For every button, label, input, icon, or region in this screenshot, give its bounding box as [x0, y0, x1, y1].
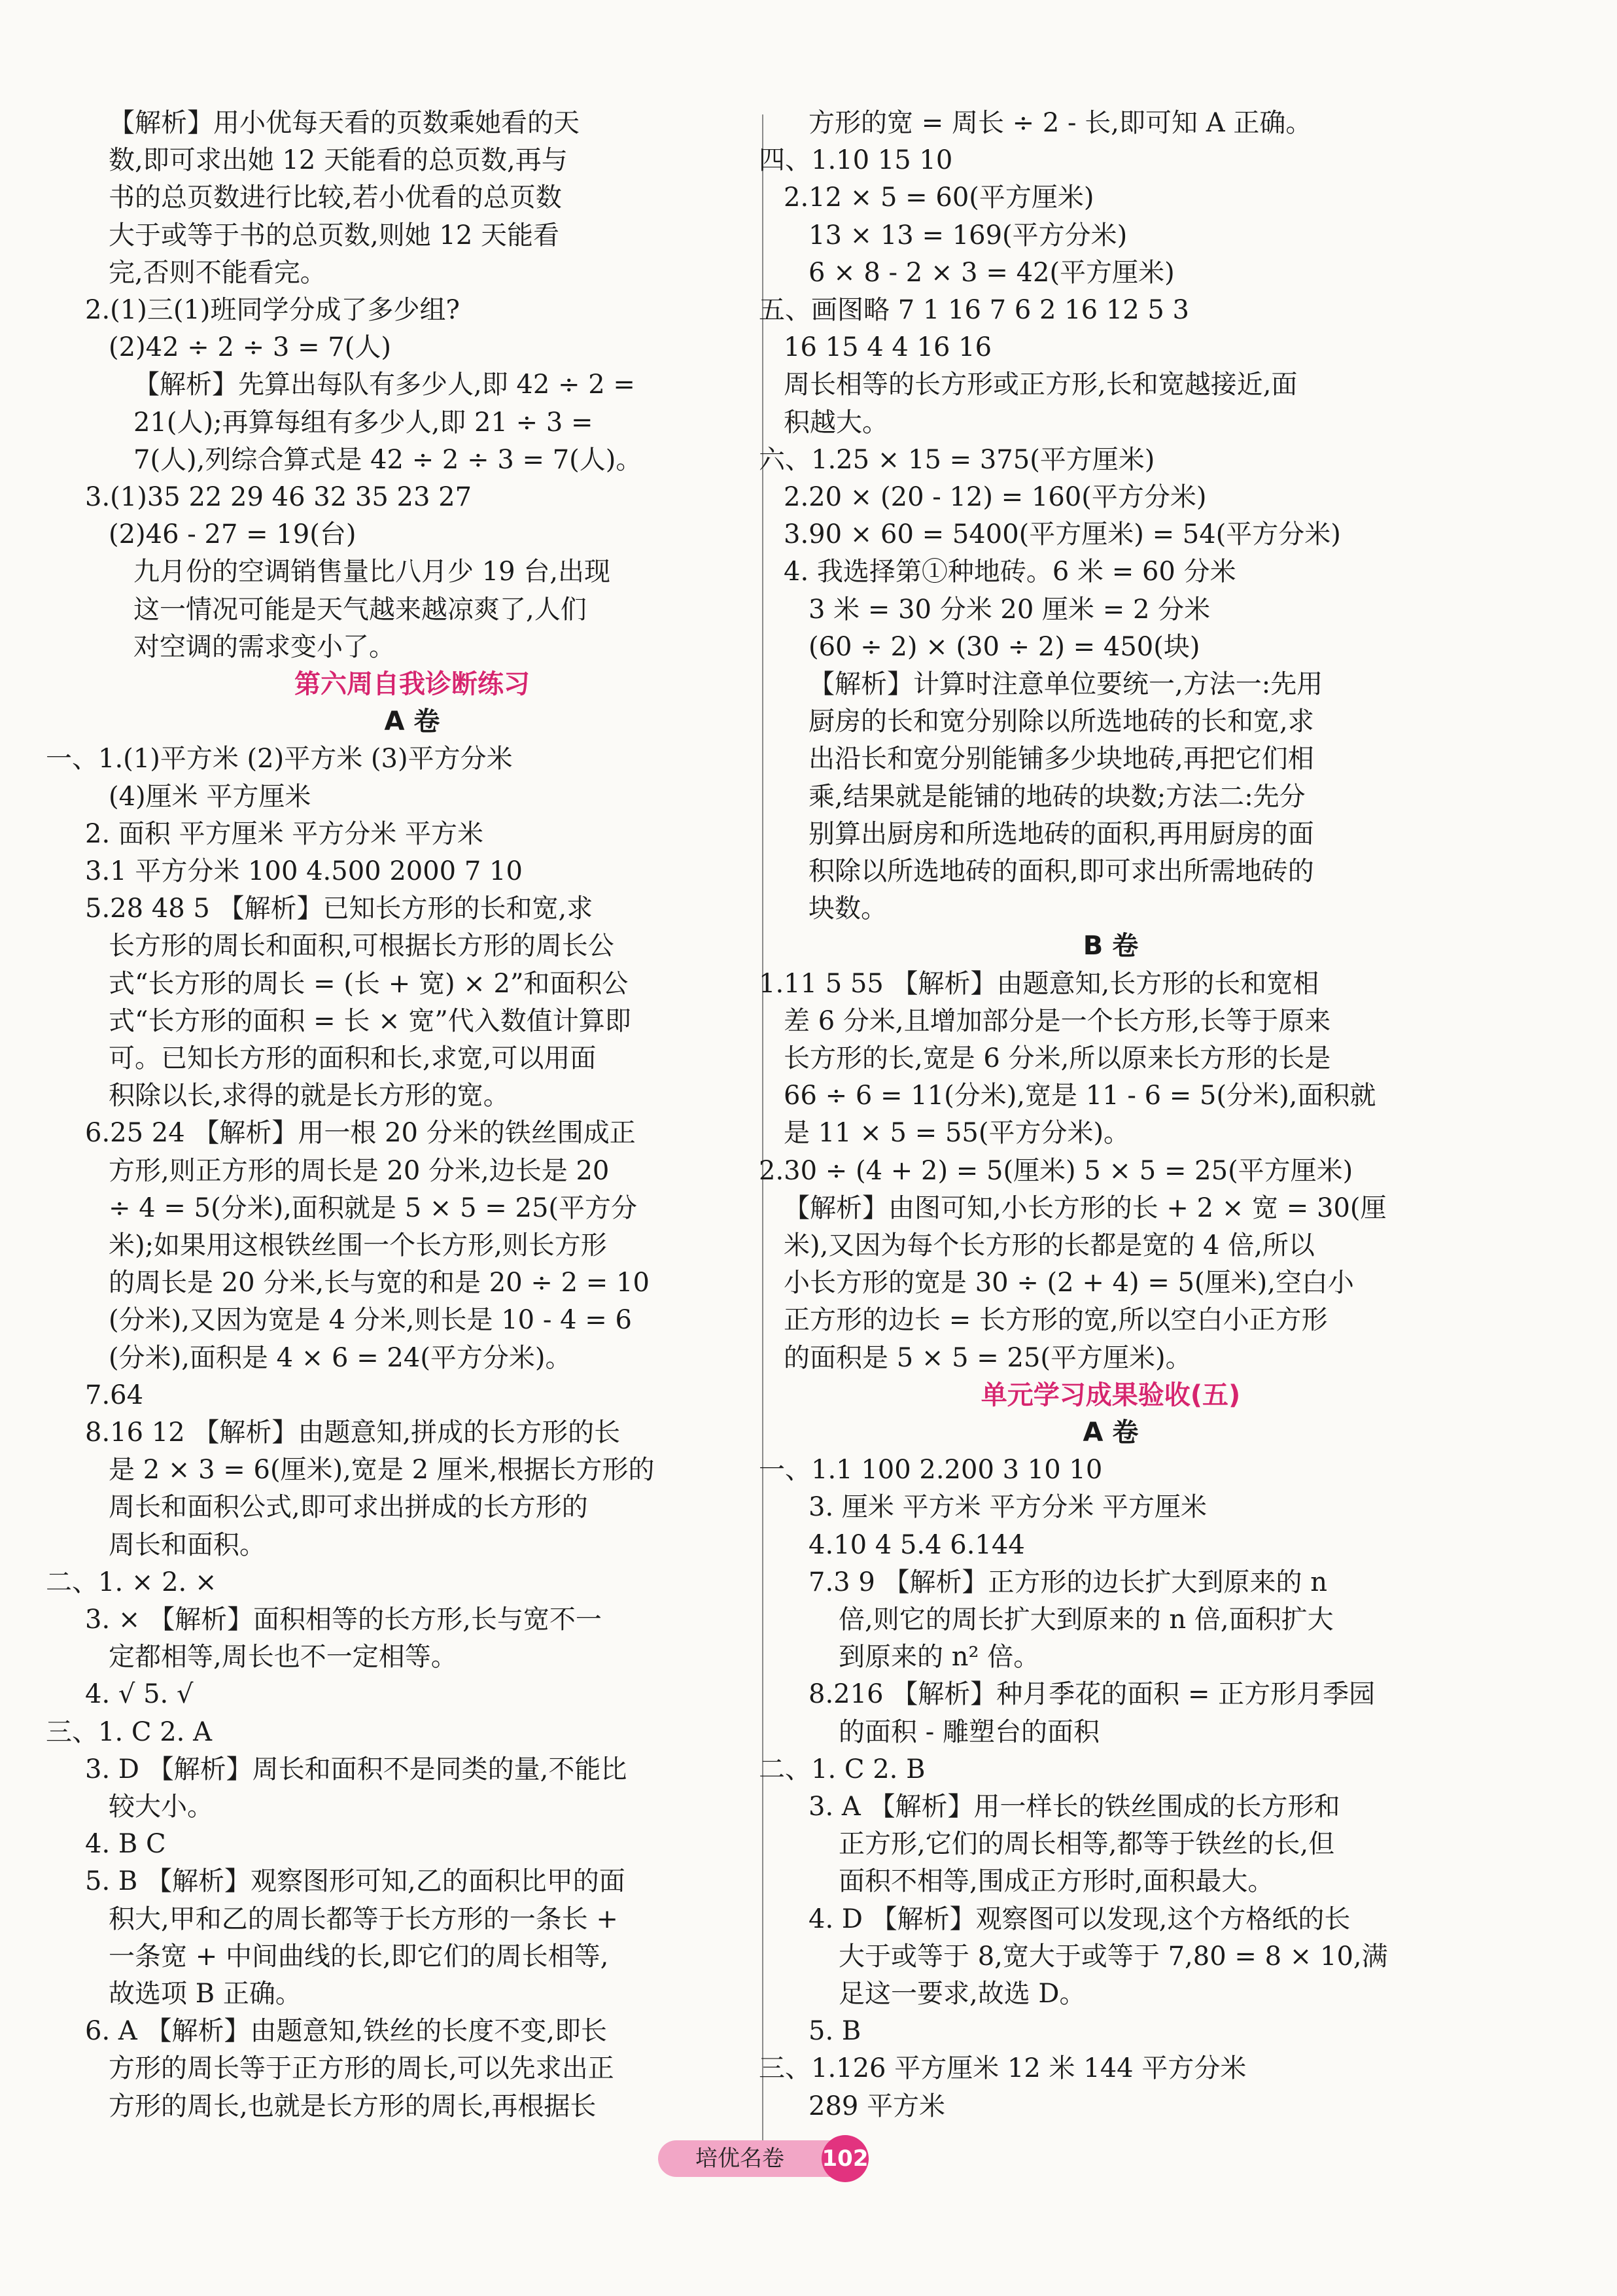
- answer-line: 2.12 × 5 = 60(平方厘米): [784, 183, 1094, 213]
- answer-line: 4.10 4 5.4 6.144: [808, 1529, 1025, 1560]
- answer-line: 3.1 平方分米 100 4.500 2000 7 10: [85, 856, 523, 886]
- answer-line: 周长和面积。: [109, 1529, 266, 1560]
- answer-line: 5. B: [808, 2016, 861, 2047]
- answer-line: 块数。: [808, 894, 887, 924]
- answer-line: 4. B C: [85, 1829, 166, 1860]
- answer-line: 13 × 13 = 169(平方分米): [808, 220, 1128, 251]
- answer-line: 小长方形的宽是 30 ÷ (2 + 4) = 5(厘米),空白小: [784, 1268, 1354, 1298]
- answer-line: 到原来的 n² 倍。: [839, 1642, 1040, 1673]
- answer-line: 3. D 【解析】周长和面积不是同类的量,不能比: [85, 1754, 627, 1784]
- answer-line: 是 2 × 3 = 6(厘米),宽是 2 厘米,根据长方形的: [109, 1455, 655, 1486]
- answer-line: 4. D 【解析】观察图可以发现,这个方格纸的长: [808, 1904, 1351, 1934]
- answer-line: 3. 厘米 平方米 平方分米 平方厘米: [808, 1492, 1208, 1523]
- answer-line: 5.28 48 5 【解析】已知长方形的长和宽,求: [85, 894, 593, 924]
- answer-line: 6 × 8 - 2 × 3 = 42(平方厘米): [808, 257, 1175, 288]
- answer-line: 较大小。: [109, 1792, 213, 1822]
- column-divider: [762, 114, 763, 2172]
- answer-line: 6. A 【解析】由题意知,铁丝的长度不变,即长: [85, 2016, 607, 2047]
- answer-line: 米),又因为每个长方形的长都是宽的 4 倍,所以: [784, 1230, 1315, 1261]
- answer-line: 7(人),列综合算式是 42 ÷ 2 ÷ 3 = 7(人)。: [133, 444, 642, 475]
- answer-line: 5. B 【解析】观察图形可知,乙的面积比甲的面: [85, 1866, 625, 1897]
- answer-line: 2.30 ÷ (4 + 2) = 5(厘米) 5 × 5 = 25(平方厘米): [759, 1155, 1353, 1186]
- answer-line: (分米),面积是 4 × 6 = 24(平方分米)。: [109, 1342, 572, 1373]
- section-heading: 单元学习成果验收(五): [981, 1380, 1241, 1410]
- answer-line: 五、画图略 7 1 16 7 6 2 16 12 5 3: [759, 295, 1189, 325]
- answer-line: 方形的周长等于正方形的周长,可以先求出正: [109, 2053, 614, 2084]
- answer-line: 二、1. × 2. ×: [46, 1567, 217, 1597]
- answer-line: 书的总页数进行比较,若小优看的总页数: [109, 183, 562, 213]
- answer-line: 方形的周长,也就是长方形的周长,再根据长: [109, 2091, 597, 2121]
- answer-line: 3 米 = 30 分米 20 厘米 = 2 分米: [808, 594, 1211, 625]
- answer-line: 正方形,它们的周长相等,都等于铁丝的长,但: [839, 1829, 1335, 1860]
- answer-line: 【解析】由图可知,小长方形的长 + 2 × 宽 = 30(厘: [784, 1192, 1387, 1223]
- answer-line: 积大,甲和乙的周长都等于长方形的一条长 +: [109, 1904, 618, 1934]
- answer-line: 四、1.10 15 10: [759, 145, 953, 176]
- answer-line: 九月份的空调销售量比八月少 19 台,出现: [133, 557, 611, 587]
- answer-line: 这一情况可能是天气越来越凉爽了,人们: [133, 594, 587, 625]
- answer-line: 3.(1)35 22 29 46 32 35 23 27: [85, 482, 472, 512]
- answer-line: 一条宽 + 中间曲线的长,即它们的周长相等,: [109, 1941, 609, 1972]
- answer-line: 米);如果用这根铁丝围一个长方形,则长方形: [109, 1230, 607, 1261]
- answer-line: 三、1.126 平方厘米 12 米 144 平方分米: [759, 2053, 1247, 2084]
- answer-line: 积越大。: [784, 407, 888, 438]
- answer-line: 【解析】先算出每队有多少人,即 42 ÷ 2 =: [133, 370, 635, 400]
- answer-line: 2.20 × (20 - 12) = 160(平方分米): [784, 482, 1207, 512]
- answer-line: 【解析】用小优每天看的页数乘她看的天: [109, 108, 580, 138]
- answer-line: 是 11 × 5 = 55(平方分米)。: [784, 1118, 1130, 1149]
- answer-line: 乘,结果就是能铺的地砖的块数;方法二:先分: [808, 781, 1306, 812]
- answer-line: 289 平方米: [808, 2091, 946, 2121]
- answer-line: 方形,则正方形的周长是 20 分米,边长是 20: [109, 1155, 610, 1186]
- page-number: 102: [822, 2135, 869, 2182]
- page-footer: [658, 2135, 894, 2181]
- answer-line: 3.90 × 60 = 5400(平方厘米) = 54(平方分米): [784, 519, 1341, 550]
- answer-line: 66 ÷ 6 = 11(分米),宽是 11 - 6 = 5(分米),面积就: [784, 1081, 1376, 1111]
- answer-line: 定都相等,周长也不一定相等。: [109, 1642, 457, 1673]
- answer-line: 的面积 - 雕塑台的面积: [839, 1716, 1100, 1747]
- footer-brand-label: 培优名卷: [658, 2140, 848, 2177]
- answer-line: 7.3 9 【解析】正方形的边长扩大到原来的 n: [808, 1567, 1327, 1597]
- answer-line: (2)46 - 27 = 19(台): [109, 519, 356, 550]
- answer-line: 别算出厨房和所选地砖的面积,再用厨房的面: [808, 818, 1314, 849]
- answer-line: 二、1. C 2. B: [759, 1754, 926, 1784]
- answer-line: 2. 面积 平方厘米 平方分米 平方米: [85, 818, 484, 849]
- answer-line: 6.25 24 【解析】用一根 20 分米的铁丝围成正: [85, 1118, 636, 1149]
- answer-line: (2)42 ÷ 2 ÷ 3 = 7(人): [109, 332, 391, 363]
- answer-line: 故选项 B 正确。: [109, 1979, 302, 2009]
- answer-line: 足这一要求,故选 D。: [839, 1979, 1086, 2009]
- answer-line: 的面积是 5 × 5 = 25(平方厘米)。: [784, 1342, 1192, 1373]
- answer-line: 大于或等于书的总页数,则她 12 天能看: [109, 220, 560, 251]
- answer-line: 式“长方形的周长 = (长 + 宽) × 2”和面积公: [109, 968, 629, 999]
- answer-line: 周长和面积公式,即可求出拼成的长方形的: [109, 1492, 588, 1523]
- answer-line: 4. 我选择第①种地砖。6 米 = 60 分米: [784, 557, 1236, 587]
- answer-line: 积除以长,求得的就是长方形的宽。: [109, 1081, 510, 1111]
- answer-line: 出沿长和宽分别能铺多少块地砖,再把它们相: [808, 744, 1314, 774]
- answer-line: 21(人);再算每组有多少人,即 21 ÷ 3 =: [133, 407, 593, 438]
- answer-line: 差 6 分米,且增加部分是一个长方形,长等于原来: [784, 1005, 1331, 1036]
- subsection-heading: A 卷: [1083, 1418, 1139, 1448]
- answer-line: 积除以所选地砖的面积,即可求出所需地砖的: [808, 856, 1314, 886]
- answer-line: 式“长方形的面积 = 长 × 宽”代入数值计算即: [109, 1005, 631, 1036]
- answer-line: 一、1.(1)平方米 (2)平方米 (3)平方分米: [46, 744, 513, 774]
- answer-line: 【解析】计算时注意单位要统一,方法一:先用: [808, 669, 1323, 699]
- answer-line: ÷ 4 = 5(分米),面积就是 5 × 5 = 25(平方分: [109, 1192, 638, 1223]
- answer-line: 倍,则它的周长扩大到原来的 n 倍,面积扩大: [839, 1605, 1334, 1635]
- answer-line: 数,即可求出她 12 天能看的总页数,再与: [109, 145, 568, 176]
- answer-line: 正方形的边长 = 长方形的宽,所以空白小正方形: [784, 1305, 1328, 1336]
- answer-line: 7.64: [85, 1380, 144, 1410]
- answer-line: (4)厘米 平方厘米: [109, 781, 311, 812]
- answer-line: (分米),又因为宽是 4 分米,则长是 10 - 4 = 6: [109, 1305, 632, 1336]
- answer-line: (60 ÷ 2) × (30 ÷ 2) = 450(块): [808, 631, 1200, 662]
- section-heading: 第六周自我诊断练习: [294, 669, 530, 699]
- answer-line: 8.216 【解析】种月季花的面积 = 正方形月季园: [808, 1679, 1376, 1710]
- answer-line: 长方形的周长和面积,可根据长方形的周长公: [109, 931, 614, 962]
- subsection-heading: B 卷: [1083, 931, 1139, 962]
- answer-line: 对空调的需求变小了。: [133, 631, 395, 662]
- subsection-heading: A 卷: [384, 706, 440, 737]
- answer-line: 三、1. C 2. A: [46, 1716, 212, 1747]
- answer-line: 8.16 12 【解析】由题意知,拼成的长方形的长: [85, 1418, 621, 1448]
- answer-line: 面积不相等,围成正方形时,面积最大。: [839, 1866, 1274, 1897]
- answer-line: 厨房的长和宽分别除以所选地砖的长和宽,求: [808, 706, 1314, 737]
- answer-line: 可。已知长方形的面积和长,求宽,可以用面: [109, 1043, 597, 1073]
- answer-line: 3. A 【解析】用一样长的铁丝围成的长方形和: [808, 1792, 1340, 1822]
- answer-line: 1.11 5 55 【解析】由题意知,长方形的长和宽相: [759, 968, 1319, 999]
- answer-line: 的周长是 20 分米,长与宽的和是 20 ÷ 2 = 10: [109, 1268, 650, 1298]
- answer-line: 方形的宽 = 周长 ÷ 2 - 长,即可知 A 正确。: [808, 108, 1312, 138]
- answer-line: 完,否则不能看完。: [109, 257, 326, 288]
- answer-line: 3. × 【解析】面积相等的长方形,长与宽不一: [85, 1605, 602, 1635]
- answer-line: 4. √ 5. √: [85, 1679, 194, 1710]
- answer-line: 2.(1)三(1)班同学分成了多少组?: [85, 295, 460, 325]
- answer-line: 大于或等于 8,宽大于或等于 7,80 = 8 × 10,满: [839, 1941, 1388, 1972]
- answer-line: 长方形的长,宽是 6 分米,所以原来长方形的长是: [784, 1043, 1331, 1073]
- answer-line: 一、1.1 100 2.200 3 10 10: [759, 1455, 1103, 1486]
- answer-line: 六、1.25 × 15 = 375(平方厘米): [759, 444, 1155, 475]
- answer-line: 周长相等的长方形或正方形,长和宽越接近,面: [784, 370, 1298, 400]
- answer-line: 16 15 4 4 16 16: [784, 332, 992, 363]
